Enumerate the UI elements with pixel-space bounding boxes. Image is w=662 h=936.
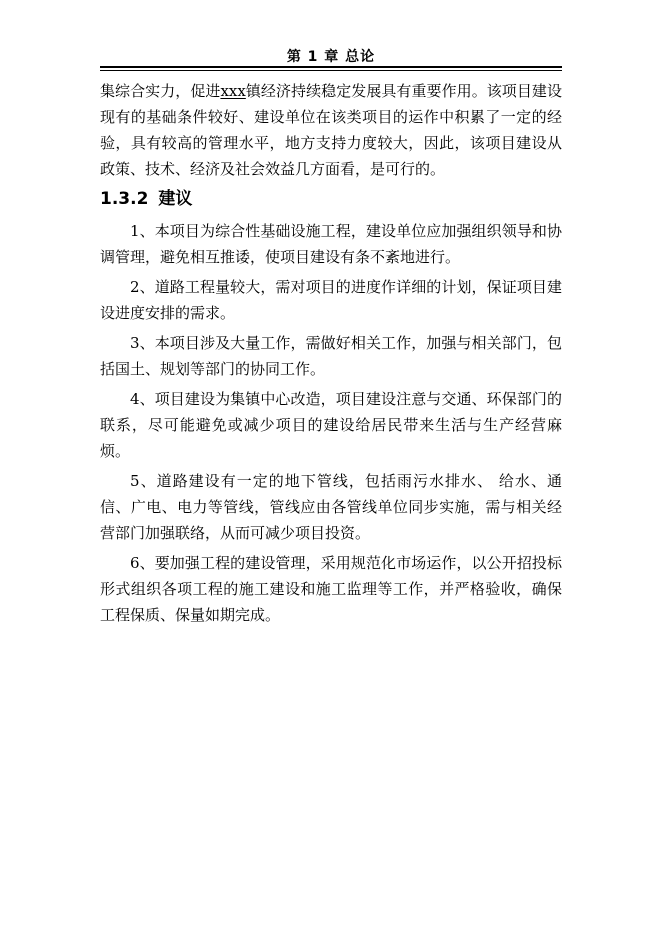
- intro-placeholder-xxx: xxx: [220, 82, 246, 100]
- page-content: [100, 78, 562, 632]
- section-title: 建议: [158, 189, 193, 209]
- header-rule-thick: [100, 66, 562, 68]
- suggestion-item-5: 5、道路建设有一定的地下管线，包括雨污水排水、 给水、通信、广电、电力等管线，管线应由各管线单位同步实施，需与相关经营部门加强联络，从而可减少项目投资。: [100, 472, 562, 542]
- intro-text-pre: 集综合实力，促进: [100, 82, 221, 100]
- suggestion-item-4: 4、项目建设为集镇中心改造，项目建设注意与交通、环保部门的联系，尽可能避免或减少项目的建设给居民带来生活与生产经营麻烦。: [100, 390, 562, 460]
- intro-text-post: 镇经济持续稳定发展具有重要作用。该项目建设现有的基础条件较好、建设单位在该类项目的运作中积累了一定的经验，具有较高的管理水平，地方支持力度较大，因此，该项目建设从政策、技术、经济及社会效益几方面看，是可行的。: [100, 82, 562, 178]
- suggestion-item-3: 3、本项目涉及大量工作，需做好相关工作，加强与相关部门，包括国土、规划等部门的协同工作。: [100, 334, 562, 378]
- suggestion-item-2: 2、道路工程量较大，需对项目的进度作详细的计划，保证项目建设进度安排的需求。: [100, 278, 562, 322]
- page-header: [100, 46, 562, 66]
- header-rule-thin: [100, 70, 562, 71]
- chapter-title: 第 1 章 总论: [286, 49, 376, 65]
- suggestion-list: [100, 218, 562, 628]
- section-heading: [100, 188, 562, 210]
- suggestion-item-1: 1、本项目为综合性基础设施工程，建设单位应加强组织领导和协调管理，避免相互推诿，使项目建设有条不紊地进行。: [100, 222, 562, 266]
- intro-paragraph: [100, 78, 562, 182]
- suggestion-item-6: 6、要加强工程的建设管理，采用规范化市场运作，以公开招投标形式组织各项工程的施工建设和施工监理等工作，并严格验收，确保工程保质、保量如期完成。: [100, 554, 562, 624]
- section-number: 1.3.2: [100, 189, 149, 209]
